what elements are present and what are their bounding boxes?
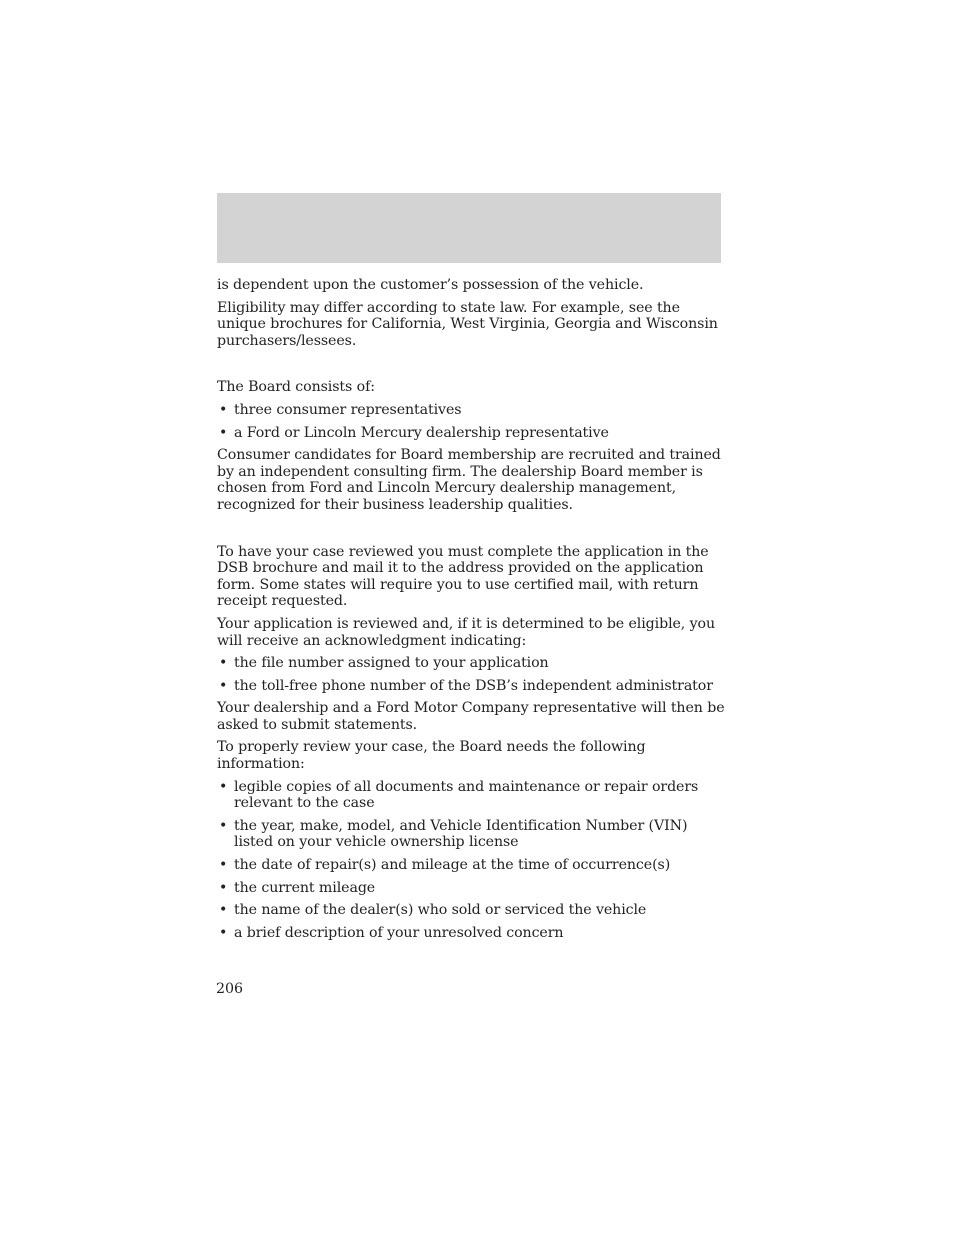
paragraph-information-needed: To properly review your case, the Board needs the following information:: [217, 739, 646, 773]
paragraph-case-review: To have your case reviewed you must complete the application in the DSB brochure and mail it to the address provided on the application form. Some states will require you to use certified mail, with return receipt requested.: [217, 543, 709, 610]
list-item: • the year, make, model, and Vehicle Identification Number (VIN) listed on your vehicle ownership license: [217, 818, 727, 851]
paragraph-eligibility: Eligibility may differ according to state law. For example, see the unique brochures for California, West Virginia, Georgia and Wisconsin purchasers/lessees.: [217, 299, 718, 349]
paragraph-possession: is dependent upon the customer’s possession of the vehicle.: [217, 277, 644, 293]
list-item: • a Ford or Lincoln Mercury dealership representative: [217, 425, 727, 442]
page-content: [217, 277, 727, 947]
paragraph-consumer-candidates: Consumer candidates for Board membership are recruited and trained by an independent consulting firm. The dealership Board member is chosen from Ford and Lincoln Mercury dealership management, recognized for their business leadership qualities.: [217, 447, 721, 513]
list-item: • a brief description of your unresolved concern: [217, 925, 727, 942]
acknowledgment-list: [217, 655, 727, 694]
paragraph-application-reviewed: Your application is reviewed and, if it is determined to be eligible, you will receive an acknowledgment indicating:: [217, 615, 716, 649]
list-item: • the date of repair(s) and mileage at the time of occurrence(s): [217, 857, 727, 874]
header-band: [217, 193, 721, 263]
page-number: 206: [216, 981, 244, 997]
list-item: • three consumer representatives: [217, 402, 727, 419]
list-item: • the toll-free phone number of the DSB’s independent administrator: [217, 678, 727, 695]
list-item: • the current mileage: [217, 880, 727, 897]
information-list: [217, 779, 727, 942]
list-item: • the file number assigned to your application: [217, 655, 727, 672]
paragraph-board-consists: The Board consists of:: [217, 379, 375, 396]
list-item: • legible copies of all documents and maintenance or repair orders relevant to the case: [217, 779, 727, 812]
list-item: • the name of the dealer(s) who sold or serviced the vehicle: [217, 902, 727, 919]
board-members-list: [217, 402, 727, 441]
paragraph-statements: Your dealership and a Ford Motor Company representative will then be asked to submit statements.: [217, 700, 725, 733]
